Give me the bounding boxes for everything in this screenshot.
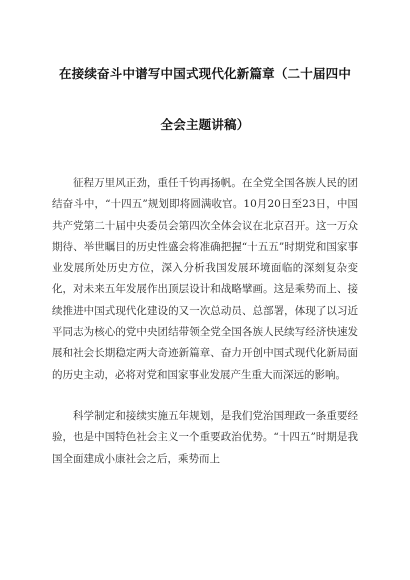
paragraph-1: 征程万里风正劲，重任千钧再扬帆。在全党全国各族人民的团结奋斗中，“十四五”规划即将圆满收官。10月20日至23日，中国共产党第二十届中央委员会第四次全体会议在北京召开。这一万众期待、举世瞩目的历史性盛会将准确把握“十五五”时期党和国家事业发展所处历史方位，深入分析我国发展环境面临的深刻复杂变化，对未来五年发展作出顶层设计和战略擘画。这是乘势而上、接续推进中国式现代化建设的又一次总动员、总部署，体现了以习近平同志为核心的党中央团结带领全党全国各族人民续写经济快速发展和社会长期稳定两大奇迹新篇章、奋力开创中国式现代化新局面的历史主动，必将对党和国家事业发展产生重大而深远的影响。 (52, 177, 358, 381)
document-title (52, 64, 358, 135)
paragraph-2: 科学制定和接续实施五年规划，是我们党治国理政一条重要经验，也是中国特色社会主义一个重要政治优势。“十四五”时期是我国全面建成小康社会之后，乘势而上 (52, 409, 358, 465)
document-body (52, 173, 358, 470)
title-line-2: 全会主题讲稿） (160, 117, 250, 132)
title-line-1: 在接续奋斗中谱写中国式现代化新篇章（二十届四中 (58, 66, 352, 81)
